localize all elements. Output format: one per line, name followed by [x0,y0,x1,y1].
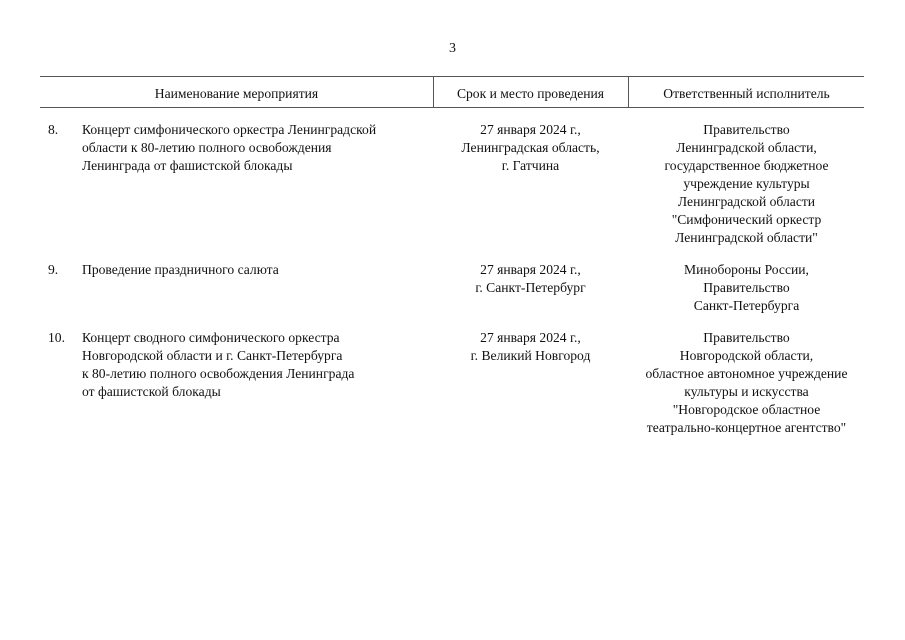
header-event-name: Наименование мероприятия [154,86,319,101]
executor-line: культуры и искусства [684,384,809,399]
executor [629,121,864,247]
event-name-line: Концерт симфонического оркестра Ленинградской [82,122,377,137]
date-place-line: г. Гатчина [501,158,560,173]
event-name-line: от фашистской блокады [82,384,221,399]
executor-line: театрально-концертное агентство" [646,420,847,435]
executor-line: Правительство [703,280,790,295]
table-header-top-rule [40,76,864,77]
event-name [82,121,427,175]
header-executor: Ответственный исполнитель [663,86,830,101]
date-place-line: г. Санкт-Петербург [475,280,586,295]
executor-line: Ленинградской области" [675,230,818,245]
event-name-line: к 80-летию полного освобождения Ленинграда [82,366,355,381]
executor [629,329,864,437]
row-number: 10. [48,330,65,345]
event-name-line: области к 80-летию полного освобождения [82,140,332,155]
date-place-line: 27 января 2024 г., [480,330,581,345]
header-date-place: Срок и место проведения [456,86,605,101]
executor-line: Правительство [703,122,790,137]
event-name [82,329,427,401]
executor-line: Ленинградской области [677,194,816,209]
event-name-line: Новгородской области и г. Санкт-Петербурга [82,348,343,363]
date-place-line: Ленинградская область, [461,140,600,155]
executor-line: Санкт-Петербурга [693,298,800,313]
page-number: 3 [449,41,456,56]
executor-line: Ленинградской области, [676,140,817,155]
event-name-line: Концерт сводного симфонического оркестра [82,330,340,345]
date-place [433,261,628,297]
executor-line: Правительство [703,330,790,345]
row-number: 8. [48,122,59,137]
date-place-line: 27 января 2024 г., [480,122,581,137]
event-name-line: Ленинграда от фашистской блокады [82,158,293,173]
row-number: 9. [48,262,59,277]
executor-line: "Симфонический оркестр [671,212,822,227]
date-place [433,329,628,365]
event-name [82,261,427,279]
executor-line: государственное бюджетное [664,158,829,173]
executor [629,261,864,315]
executor-line: "Новгородское областное [672,402,821,417]
executor-line: Минобороны России, [684,262,809,277]
executor-line: областное автономное учреждение [645,366,848,381]
executor-line: учреждение культуры [683,176,810,191]
date-place [433,121,628,175]
event-name-line: Проведение праздничного салюта [82,262,279,277]
table-header-bottom-rule [40,107,864,108]
date-place-line: г. Великий Новгород [470,348,591,363]
executor-line: Новгородской области, [679,348,814,363]
date-place-line: 27 января 2024 г., [480,262,581,277]
